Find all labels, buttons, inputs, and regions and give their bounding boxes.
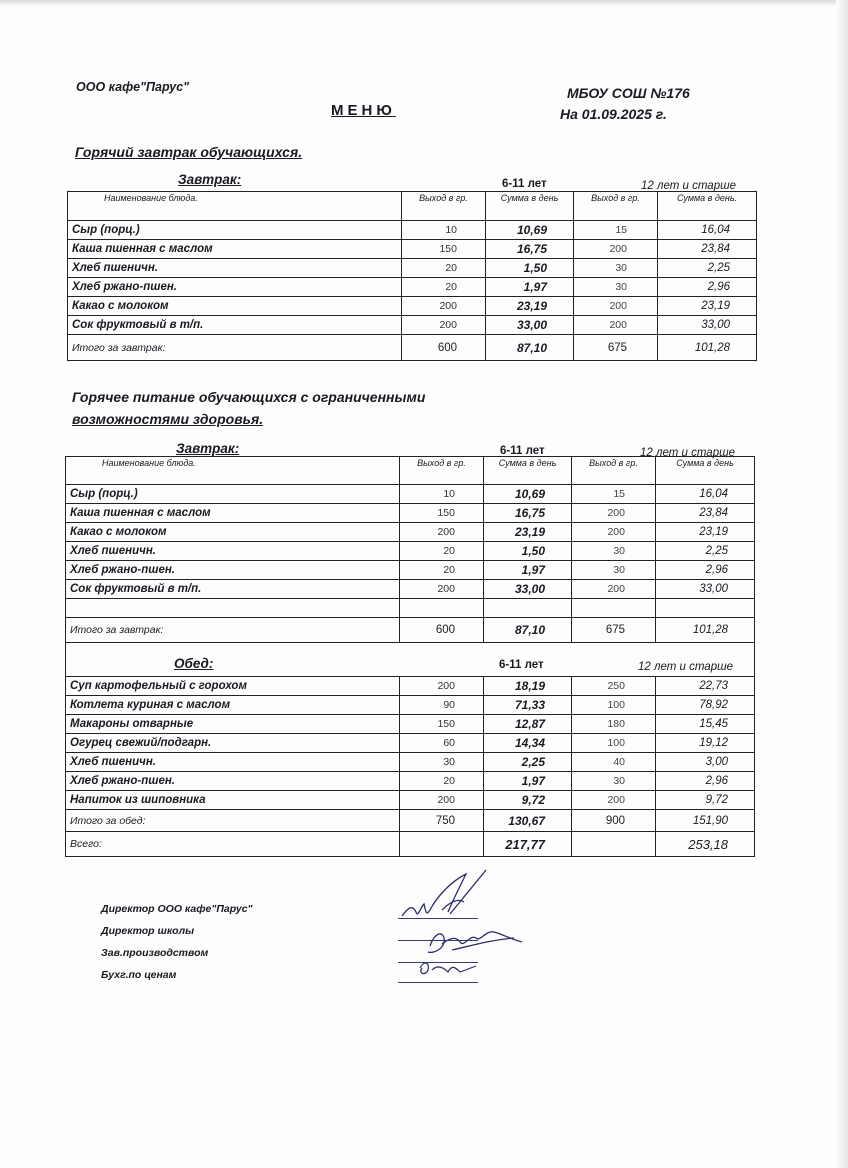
dish-name: Хлеб ржано-пшен. [68,278,402,297]
portion-6-11: 200 [400,677,484,696]
total-price-12plus: 151,90 [656,810,755,832]
portion-6-11: 60 [400,734,484,753]
col-out2-header: Выход в гр. [574,192,658,221]
total-portion-12plus: 675 [574,335,658,361]
total-portion-12plus: 675 [572,618,656,643]
col-sum-header: Сумма в день [484,457,572,485]
price-6-11: 10,69 [484,485,572,504]
total-label: Итого за завтрак: [68,335,402,361]
price-12plus: 23,84 [658,240,757,259]
total-price-12plus: 101,28 [656,618,755,643]
empty-cell [572,832,656,857]
portion-6-11: 200 [402,316,486,335]
total-label: Итого за завтрак: [66,618,400,643]
portion-6-11: 10 [400,485,484,504]
dish-name: Сыр (порц.) [68,221,402,240]
empty-cell [400,599,484,618]
table-row [66,542,755,561]
section1-table [67,191,757,361]
handwritten-signatures-graphic [390,868,540,988]
total-row [66,810,755,832]
price-12plus: 33,00 [656,580,755,599]
table-row [66,715,755,734]
empty-cell [572,599,656,618]
dish-name: Какао с молоком [66,523,400,542]
section2-breakfast-age-2: 12 лет и старше [640,447,736,459]
table-row [66,734,755,753]
price-6-11: 23,19 [486,297,574,316]
price-12plus: 2,96 [656,561,755,580]
portion-12plus: 30 [574,259,658,278]
col-out2-header: Выход в гр. [572,457,656,485]
price-12plus: 2,25 [658,259,757,278]
price-6-11: 33,00 [484,580,572,599]
portion-6-11: 200 [400,791,484,810]
portion-6-11: 20 [402,278,486,297]
dish-name: Какао с молоком [68,297,402,316]
dish-name: Суп картофельный с горохом [66,677,400,696]
table-row [68,297,757,316]
portion-12plus: 200 [572,523,656,542]
portion-6-11: 150 [402,240,486,259]
price-6-11: 71,33 [484,696,572,715]
dish-name: Хлеб пшеничн. [66,542,400,561]
price-6-11: 9,72 [484,791,572,810]
table-row [66,485,755,504]
price-6-11: 1,97 [486,278,574,297]
total-portion-12plus: 900 [572,810,656,832]
dish-name: Макароны отварные [66,715,400,734]
col-out-header: Выход в гр. [400,457,484,485]
portion-6-11: 20 [400,561,484,580]
portion-6-11: 90 [400,696,484,715]
price-12plus: 2,25 [656,542,755,561]
section2-title-line2: возможностями здоровья. [72,411,264,427]
portion-12plus: 200 [574,240,658,259]
table-row [66,580,755,599]
price-6-11: 2,25 [484,753,572,772]
portion-6-11: 20 [402,259,486,278]
signature-stroke-2 [428,932,522,953]
table-row [66,791,755,810]
empty-cell [656,599,755,618]
table-header [68,192,757,221]
portion-6-11: 30 [400,753,484,772]
price-12plus: 22,73 [656,677,755,696]
lunch-label: Обед: [174,656,214,671]
dish-name: Котлета куриная с маслом [66,696,400,715]
grand-total-6-11: 217,77 [484,832,572,857]
price-6-11: 1,50 [486,259,574,278]
total-label: Итого за обед: [66,810,400,832]
price-6-11: 1,50 [484,542,572,561]
price-12plus: 33,00 [658,316,757,335]
menu-date: На 01.09.2025 г. [560,106,667,122]
table-row [68,259,757,278]
empty-row [66,599,755,618]
price-6-11: 14,34 [484,734,572,753]
total-portion-6-11: 750 [400,810,484,832]
signature-label-accountant: Бухг.по ценам [101,969,177,981]
grand-total-label: Всего: [66,832,400,857]
price-12plus: 2,96 [658,278,757,297]
price-6-11: 1,97 [484,772,572,791]
price-6-11: 18,19 [484,677,572,696]
lunch-heading-row [66,643,755,677]
dish-name: Напиток из шиповника [66,791,400,810]
section1-meal-label: Завтрак: [178,172,242,187]
portion-6-11: 150 [400,715,484,734]
portion-6-11: 20 [400,772,484,791]
table-row [66,772,755,791]
empty-cell [484,599,572,618]
portion-12plus: 180 [572,715,656,734]
portion-12plus: 15 [574,221,658,240]
price-12plus: 23,84 [656,504,755,523]
portion-6-11: 200 [402,297,486,316]
total-portion-6-11: 600 [402,335,486,361]
portion-12plus: 200 [572,504,656,523]
signature-label-production-head: Зав.производством [101,947,209,959]
organization-name: ООО кафе"Парус" [76,80,190,94]
dish-name: Хлеб ржано-пшен. [66,772,400,791]
section2-breakfast-label: Завтрак: [176,441,240,456]
portion-12plus: 30 [572,542,656,561]
col-name-header: Наименование блюда. [66,457,400,485]
portion-6-11: 10 [402,221,486,240]
grand-total-12plus: 253,18 [656,832,755,857]
table-row [68,240,757,259]
portion-12plus: 30 [574,278,658,297]
dish-name: Хлеб пшеничн. [66,753,400,772]
col-sum-header: Сумма в день [486,192,574,221]
price-6-11: 10,69 [486,221,574,240]
dish-name: Огурец свежий/подгарн. [66,734,400,753]
price-12plus: 9,72 [656,791,755,810]
dish-name: Хлеб пшеничн. [68,259,402,278]
page-title: МЕНЮ [331,102,396,119]
total-row [66,618,755,643]
table-row [66,753,755,772]
col-name-header: Наименование блюда. [68,192,402,221]
dish-name: Сок фруктовый в т/п. [68,316,402,335]
table-row [66,677,755,696]
scan-edge-right [836,0,848,1168]
lunch-heading-cell [66,643,755,677]
table-row [68,316,757,335]
section2-table [65,456,755,857]
total-portion-6-11: 600 [400,618,484,643]
price-12plus: 23,19 [658,297,757,316]
price-6-11: 12,87 [484,715,572,734]
signature-label-school-director: Директор школы [101,925,195,937]
dish-name: Каша пшенная с маслом [68,240,402,259]
dish-name: Хлеб ржано-пшен. [66,561,400,580]
portion-12plus: 100 [572,734,656,753]
price-12plus: 23,19 [656,523,755,542]
portion-12plus: 200 [572,580,656,599]
portion-12plus: 200 [574,297,658,316]
table-row [68,221,757,240]
grand-total-row [66,832,755,857]
signature-stroke-1 [402,870,486,916]
portion-12plus: 40 [572,753,656,772]
scan-edge-top [0,0,848,6]
total-price-12plus: 101,28 [658,335,757,361]
portion-12plus: 200 [574,316,658,335]
price-12plus: 19,12 [656,734,755,753]
table-row [66,561,755,580]
lunch-age-group-1: 6-11 лет [499,659,544,671]
portion-6-11: 200 [400,523,484,542]
empty-cell [66,599,400,618]
price-6-11: 23,19 [484,523,572,542]
portion-6-11: 20 [400,542,484,561]
section2-breakfast-age-1: 6-11 лет [500,445,545,457]
col-out-header: Выход в гр. [402,192,486,221]
portion-12plus: 30 [572,772,656,791]
col-sum2-header: Сумма в день. [658,192,757,221]
price-6-11: 1,97 [484,561,572,580]
portion-6-11: 200 [400,580,484,599]
signature-label-cafe-director: Директор ООО кафе"Парус" [101,903,253,915]
total-price-6-11: 87,10 [484,618,572,643]
school-name: МБОУ СОШ №176 [567,85,690,101]
table-header [66,457,755,485]
total-row [68,335,757,361]
section1-title: Горячий завтрак обучающихся. [75,144,303,160]
section1-age-group-2: 12 лет и старше [641,180,737,192]
total-price-6-11: 87,10 [486,335,574,361]
portion-12plus: 100 [572,696,656,715]
col-sum2-header: Сумма в день [656,457,755,485]
signature-stroke-3 [420,963,476,974]
price-6-11: 33,00 [486,316,574,335]
section2-title-line1: Горячее питание обучающихся с ограниченными [72,389,426,405]
dish-name: Сыр (порц.) [66,485,400,504]
table-row [66,504,755,523]
price-12plus: 16,04 [658,221,757,240]
price-6-11: 16,75 [486,240,574,259]
empty-cell [400,832,484,857]
table-row [66,523,755,542]
portion-6-11: 150 [400,504,484,523]
price-12plus: 15,45 [656,715,755,734]
section1-age-group-1: 6-11 лет [502,178,547,190]
price-12plus: 3,00 [656,753,755,772]
price-6-11: 16,75 [484,504,572,523]
dish-name: Сок фруктовый в т/п. [66,580,400,599]
portion-12plus: 15 [572,485,656,504]
price-12plus: 2,96 [656,772,755,791]
lunch-age-group-2: 12 лет и старше [638,661,734,673]
portion-12plus: 30 [572,561,656,580]
dish-name: Каша пшенная с маслом [66,504,400,523]
portion-12plus: 250 [572,677,656,696]
price-12plus: 78,92 [656,696,755,715]
price-12plus: 16,04 [656,485,755,504]
table-row [68,278,757,297]
total-price-6-11: 130,67 [484,810,572,832]
portion-12plus: 200 [572,791,656,810]
table-row [66,696,755,715]
